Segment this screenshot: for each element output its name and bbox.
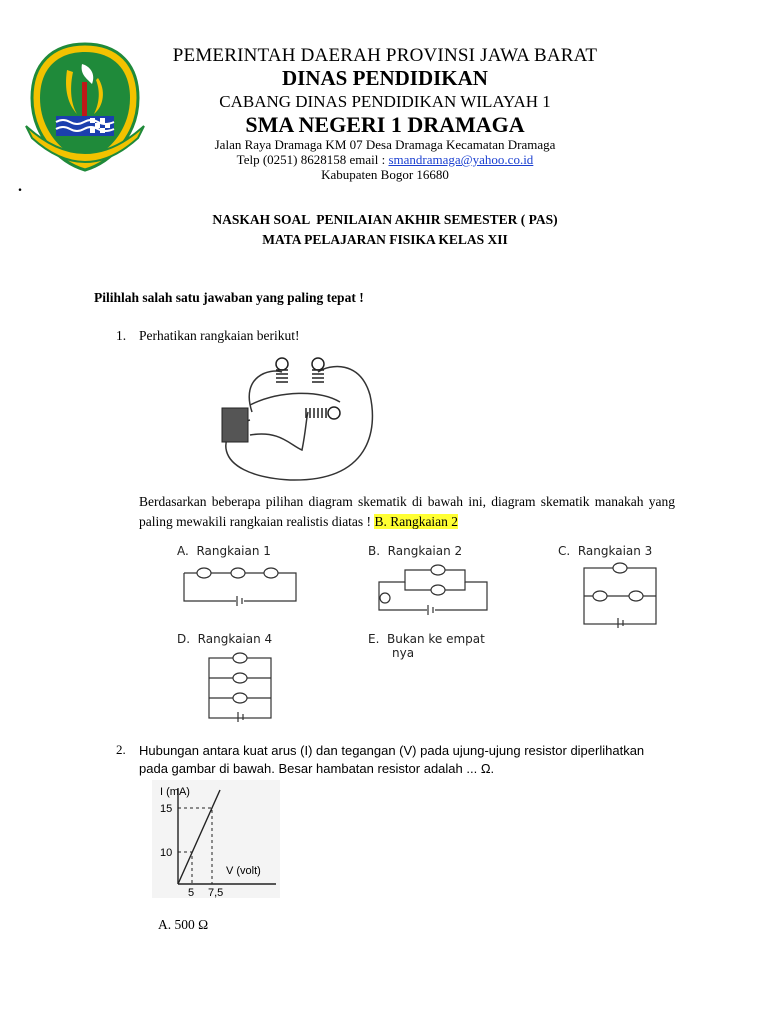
- y-tick-10: 10: [160, 847, 173, 859]
- option-e-label-cont: nya: [392, 646, 415, 660]
- header-telp: Telp (0251) 8628158 email :: [236, 152, 389, 167]
- question-prompt: Perhatikan rangkaian berikut!: [139, 328, 300, 343]
- option-d-label: D. Rangkaian 4: [177, 632, 273, 646]
- option-c-label: C. Rangkaian 3: [558, 544, 653, 558]
- answer-option-a: A. 500 Ω: [158, 917, 209, 932]
- x-tick-7-5: 7,5: [208, 887, 224, 898]
- school-logo: [20, 40, 150, 175]
- question-number: 2.: [116, 742, 126, 757]
- header-dinas: DINAS PENDIDIKAN: [282, 66, 488, 90]
- header-province: PEMERINTAH DAERAH PROVINSI JAWA BARAT: [172, 45, 598, 66]
- y-axis-label: I (mA): [160, 786, 190, 798]
- exam-title: NASKAH SOAL PENILAIAN AKHIR SEMESTER ( PAS): [212, 212, 558, 227]
- option-a-label: A. Rangkaian 1: [177, 544, 271, 558]
- exam-subtitle: MATA PELAJARAN FISIKA KELAS XII: [262, 232, 508, 247]
- question-body: Hubungan antara kuat arus (I) dan tegangan (V) pada ujung-ujung resistor diperlihatkan pada gambar di bawah. Besar hambatan resistor adalah ... Ω.: [139, 743, 645, 776]
- header-address: Jalan Raya Dramaga KM 07 Desa Dramaga Kecamatan Dramaga: [214, 137, 556, 152]
- answer-highlight: B. Rangkaian 2: [374, 514, 459, 529]
- header-school-name: SMA NEGERI 1 DRAMAGA: [245, 112, 525, 137]
- option-d-schematic: [205, 652, 275, 724]
- option-b-label: B. Rangkaian 2: [368, 544, 463, 558]
- question-body-text: Berdasarkan beberapa pilihan diagram skematik di bawah ini, diagram skematik manakah yang paling mewakili rangkaian realistis diatas !: [139, 494, 675, 529]
- question-number: 1.: [116, 328, 127, 343]
- option-b-schematic: [375, 560, 495, 616]
- option-e-label: E. Bukan ke empat: [368, 632, 485, 646]
- header-cabang: CABANG DINAS PENDIDIKAN WILAYAH 1: [219, 92, 551, 111]
- email-link[interactable]: smandramaga@yahoo.co.id: [388, 152, 534, 167]
- y-tick-15: 15: [160, 803, 173, 815]
- x-axis-label: V (volt): [226, 865, 261, 877]
- header-kabupaten: Kabupaten Bogor 16680: [321, 167, 449, 182]
- question-body: [139, 492, 675, 532]
- option-a-schematic: [180, 563, 300, 607]
- iv-graph: [152, 780, 280, 898]
- realistic-circuit-figure: [210, 350, 380, 485]
- instruction: Pilihlah salah satu jawaban yang paling tepat !: [94, 290, 364, 305]
- header-contact: [150, 152, 620, 168]
- x-tick-5: 5: [188, 887, 195, 898]
- bullet-dot: .: [18, 178, 22, 195]
- option-c-schematic: [580, 560, 660, 628]
